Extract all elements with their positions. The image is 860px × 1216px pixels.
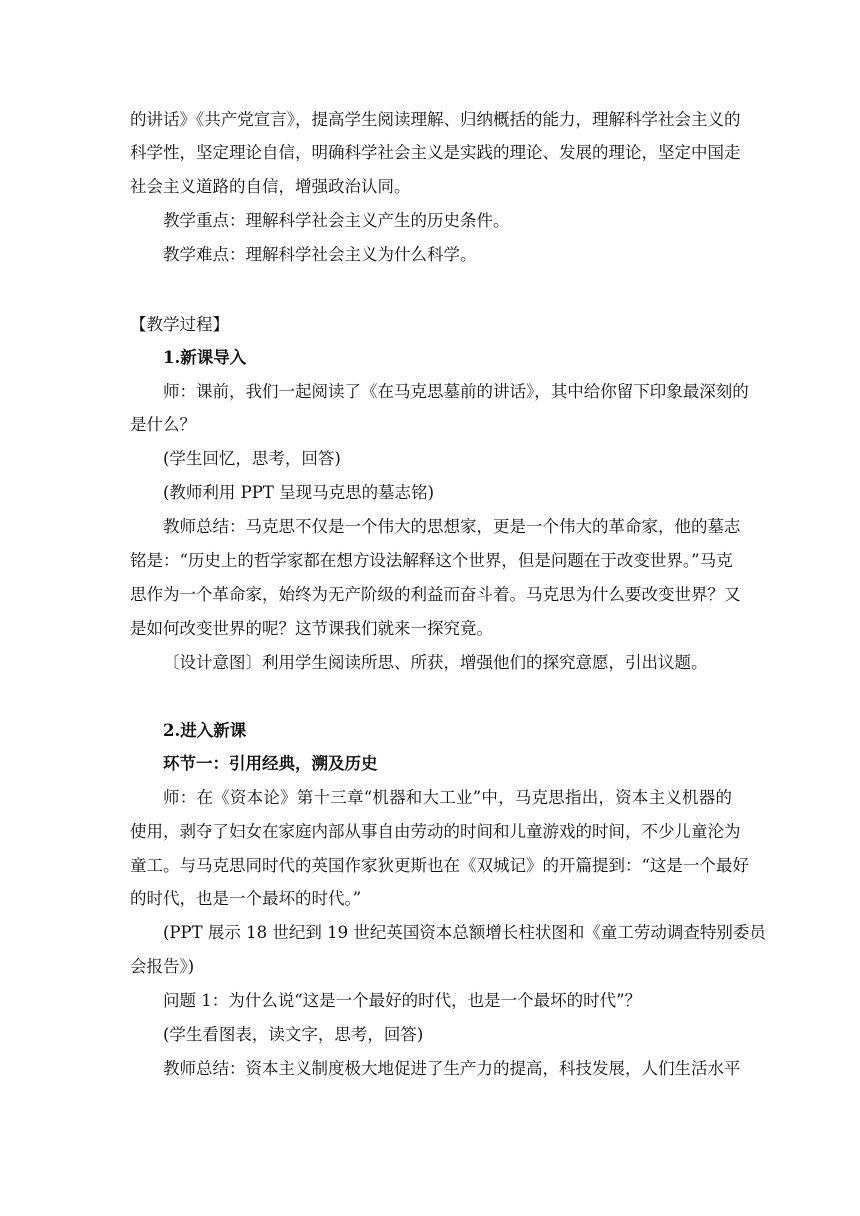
paragraph-line: 铭是：“历史上的哲学家都在想方设法解释这个世界，但是问题在于改变世界。”马克 — [130, 551, 733, 570]
paragraph-line: 的时代，也是一个最坏的时代。” — [130, 889, 362, 908]
paragraph-line: (教师利用 PPT 呈现马克思的墓志铭) — [163, 483, 435, 502]
paragraph-line: 会报告》) — [130, 957, 195, 976]
paragraph-line: 童工。与马克思同时代的英国作家狄更斯也在《双城记》的开篇提到：“这是一个最好 — [130, 856, 749, 875]
paragraph-line: 教师总结：马克思不仅是一个伟大的思想家，更是一个伟大的革命家，他的墓志 — [163, 517, 741, 536]
paragraph-line: 是如何改变世界的呢？这节课我们就来一探究竟。 — [130, 619, 493, 638]
paragraph-line: 问题 1：为什么说“这是一个最好的时代，也是一个最坏的时代”？ — [163, 991, 642, 1010]
paragraph-line: 师：课前，我们一起阅读了《在马克思墓前的讲话》，其中给你留下印象最深刻的 — [163, 382, 749, 401]
subsection-heading: 1.新课导入 — [163, 348, 247, 367]
subsection-heading: 环节一：引用经典，溯及历史 — [163, 754, 378, 773]
paragraph-line: 的讲话》《共产党宣言》，提高学生阅读理解、归纳概括的能力，理解科学社会主义的 — [130, 110, 741, 129]
paragraph-line: (学生回忆，思考，回答) — [163, 449, 341, 468]
paragraph-line: (PPT 展示 18 世纪到 19 世纪英国资本总额增长柱状图和《童工劳动调查特别委员 — [163, 923, 766, 942]
paragraph-line: 教师总结：资本主义制度极大地促进了生产力的提高，科技发展，人们生活水平 — [163, 1059, 741, 1078]
paragraph-line: 科学性，坚定理论自信，明确科学社会主义是实践的理论、发展的理论，坚定中国走 — [130, 143, 741, 162]
paragraph-line: 师：在《资本论》第十三章“机器和大工业”中，马克思指出，资本主义机器的 — [163, 788, 732, 807]
teaching-difficulty: 教学难点：理解科学社会主义为什么科学。 — [163, 245, 477, 264]
paragraph-line: 〔设计意图〕利用学生阅读所思、所获，增强他们的探究意愿，引出议题。 — [163, 653, 708, 672]
paragraph-line: (学生看图表，读文字，思考，回答) — [163, 1025, 424, 1044]
subsection-heading: 2.进入新课 — [163, 721, 247, 740]
teaching-focus: 教学重点：理解科学社会主义产生的历史条件。 — [163, 211, 510, 230]
paragraph-line: 思作为一个革命家，始终为无产阶级的利益而奋斗着。马克思为什么要改变世界？又 — [130, 585, 741, 604]
section-heading: 【教学过程】 — [130, 315, 229, 334]
paragraph-line: 社会主义道路的自信，增强政治认同。 — [130, 177, 411, 196]
paragraph-line: 使用，剥夺了妇女在家庭内部从事自由劳动的时间和儿童游戏的时间，不少儿童沦为 — [130, 822, 741, 841]
paragraph-line: 是什么？ — [130, 415, 196, 434]
